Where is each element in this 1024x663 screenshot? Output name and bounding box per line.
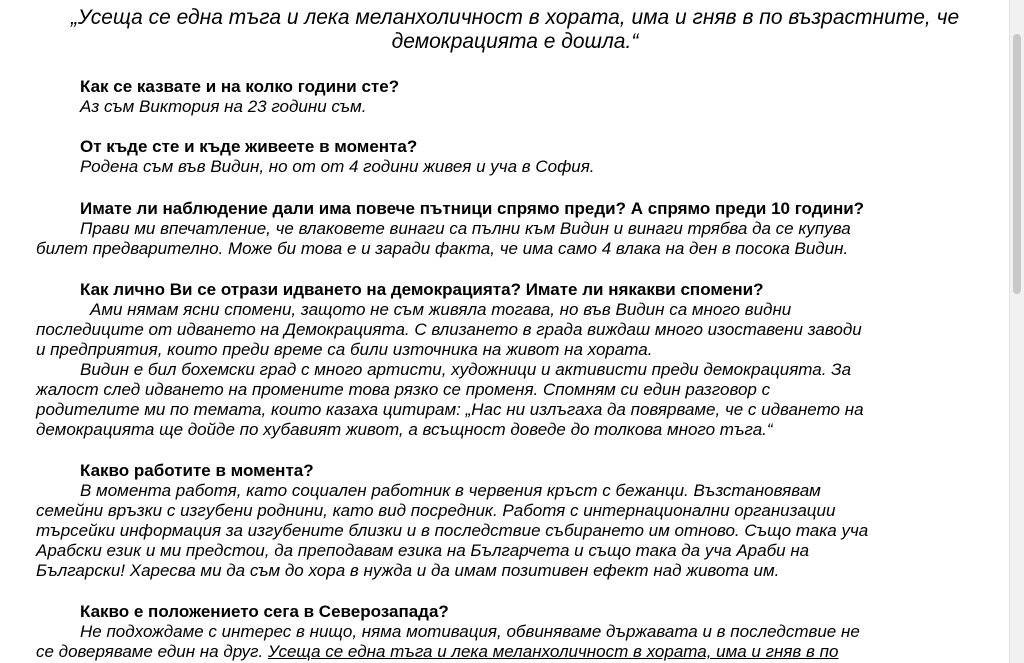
answer-text: се доверяваме един на друг. xyxy=(36,642,268,661)
question: Какво работите в момента? xyxy=(80,461,314,480)
answer-line: Ами нямам ясни спомени, защото не съм живяла тогава, но във Видин са много видни xyxy=(90,300,792,319)
answer-line: и предприятия, които преди време са били източника на живот на хората. xyxy=(36,340,653,359)
qa-block xyxy=(36,199,996,259)
answer xyxy=(36,300,996,440)
answer-line: семейни връзки с изгубени роднини, като вид посредник. Работя с интернационални организации xyxy=(36,501,836,520)
answer-line: Арабски език и ми предстои, да преподавам езика на Българчета и също така да уча Араби на xyxy=(36,541,810,560)
underlined-quote: Усеща се една тъга и лека меланхоличност в хората, има и гняв в по xyxy=(267,642,839,661)
answer-line: В момента работя, като социален работник в червения кръст с бежанци. Възстановявам xyxy=(80,481,821,500)
question: Имате ли наблюдение дали има повече пътници спрямо преди? А спрямо преди 10 години? xyxy=(80,199,865,218)
answer-line: Видин е бил бохемски град с много артисти, художници и активисти преди демокрацията. За xyxy=(80,360,852,379)
pull-quote: „Усеща се една тъга и лека меланхоличност в хората, има и гняв в по възрастните, че демокрацията е дошла.“ xyxy=(70,6,960,53)
question: Как се казвате и на колко години сте? xyxy=(80,77,400,96)
answer xyxy=(36,481,996,581)
answer-line: Не подхождаме с интерес в нищо, няма мотивация, обвиняваме държавата и в последствие не xyxy=(80,622,860,641)
qa-block xyxy=(36,602,996,662)
answer-line: демокрацията ще дойде по хубавият живот, а всъщност доведе до толкова много тъга.“ xyxy=(36,420,773,439)
qa-block xyxy=(36,77,996,117)
answer xyxy=(36,622,996,662)
answer-line: последиците от идването на Демокрацията. С влизането в града виждаш много изоставени заводи xyxy=(36,320,862,339)
qa-block xyxy=(36,280,996,440)
answer-line: билет предварително. Може би това е и заради факта, че има само 4 влака на ден в посока Видин. xyxy=(36,239,849,258)
vertical-scrollbar[interactable] xyxy=(1009,0,1024,663)
question: Какво е положението сега в Северозапада? xyxy=(80,602,449,621)
question: От къде сте и къде живеете в момента? xyxy=(80,137,418,156)
answer-line: търсейки информация за изгубените близки и в последствие събирането им отново. Също така уча xyxy=(36,521,869,540)
answer-line: Родена съм във Видин, но от от 4 години живея и уча в София. xyxy=(80,157,595,176)
answer-line xyxy=(36,642,996,662)
answer xyxy=(36,97,996,117)
scrollbar-thumb[interactable] xyxy=(1013,34,1021,294)
answer xyxy=(36,219,996,259)
answer-line: Прави ми впечатление, че влаковете винаги са пълни към Видин и винаги трябва да се купува xyxy=(80,219,851,238)
answer-line: Български! Харесва ми да съм до хора в нужда и да имам позитивен ефект над живота им. xyxy=(36,561,780,580)
answer-line: Аз съм Виктория на 23 години съм. xyxy=(80,97,367,116)
answer-line: жалост след идването на промените това рязко се променя. Спомням си един разговор с xyxy=(36,380,771,399)
qa-block xyxy=(36,461,996,581)
answer xyxy=(36,157,996,177)
question: Как лично Ви се отрази идването на демокрацията? Имате ли някакви спомени? xyxy=(80,280,764,299)
qa-block xyxy=(36,137,996,177)
answer-line: родителите ми по темата, които казаха цитирам: „Нас ни излъгаха да повярваме, че с идването на xyxy=(36,400,864,419)
